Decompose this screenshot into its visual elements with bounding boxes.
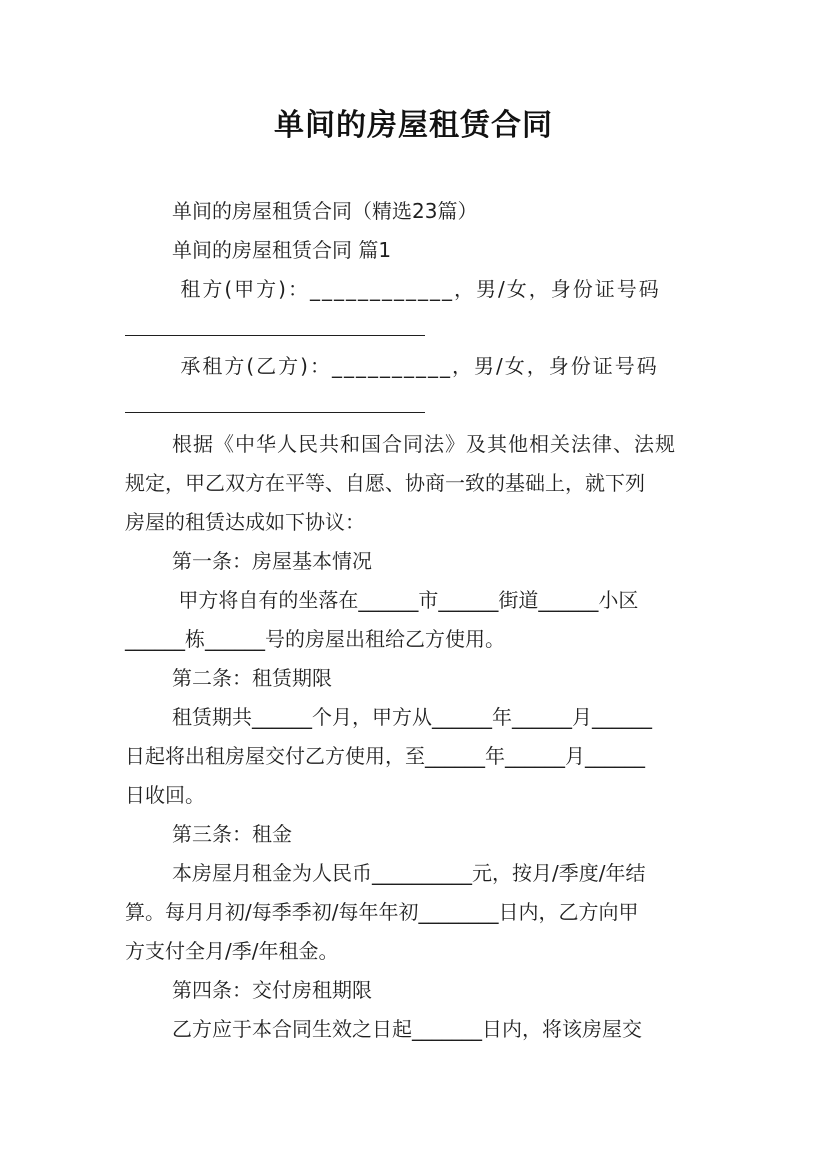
lessor-line: 租方(甲方)：____________，男/女，身份证号码 xyxy=(172,277,661,301)
id-number-blank-2 xyxy=(125,412,425,413)
document-title: 单间的房屋租赁合同 xyxy=(274,108,553,143)
section-heading: 单间的房屋租赁合同 篇1 xyxy=(172,238,392,262)
paragraph-line: 甲方将自有的坐落在______市______街道______小区 xyxy=(172,588,639,612)
paragraph-line: ______栋______号的房屋出租给乙方使用。 xyxy=(125,627,505,651)
article-heading: 第四条：交付房租期限 xyxy=(172,978,372,1002)
article-heading: 第三条：租金 xyxy=(172,822,292,846)
paragraph-line: 日收回。 xyxy=(125,783,205,807)
paragraph-line: 日起将出租房屋交付乙方使用，至______年______月______ xyxy=(125,744,645,768)
paragraph-line: 房屋的租赁达成如下协议： xyxy=(125,510,365,534)
paragraph-line: 算。每月月初/每季季初/每年年初________日内，乙方向甲 xyxy=(125,900,639,924)
paragraph-line: 方支付全月/季/年租金。 xyxy=(125,939,339,963)
lessee-line: 承租方(乙方)：__________，男/女，身份证号码 xyxy=(172,354,659,378)
paragraph-line: 乙方应于本合同生效之日起_______日内，将该房屋交 xyxy=(172,1017,642,1041)
paragraph-line: 本房屋月租金为人民币__________元，按月/季度/年结 xyxy=(172,861,646,885)
id-number-blank-1 xyxy=(125,335,425,336)
article-heading: 第二条：租赁期限 xyxy=(172,666,332,690)
paragraph-line: 租赁期共______个月，甲方从______年______月______ xyxy=(172,705,652,729)
article-heading: 第一条：房屋基本情况 xyxy=(172,549,372,573)
subtitle-line: 单间的房屋租赁合同（精选23篇） xyxy=(172,199,478,223)
paragraph-line: 根据《中华人民共和国合同法》及其他相关法律、法规 xyxy=(172,432,676,456)
paragraph-line: 规定，甲乙双方在平等、自愿、协商一致的基础上，就下列 xyxy=(125,471,645,495)
